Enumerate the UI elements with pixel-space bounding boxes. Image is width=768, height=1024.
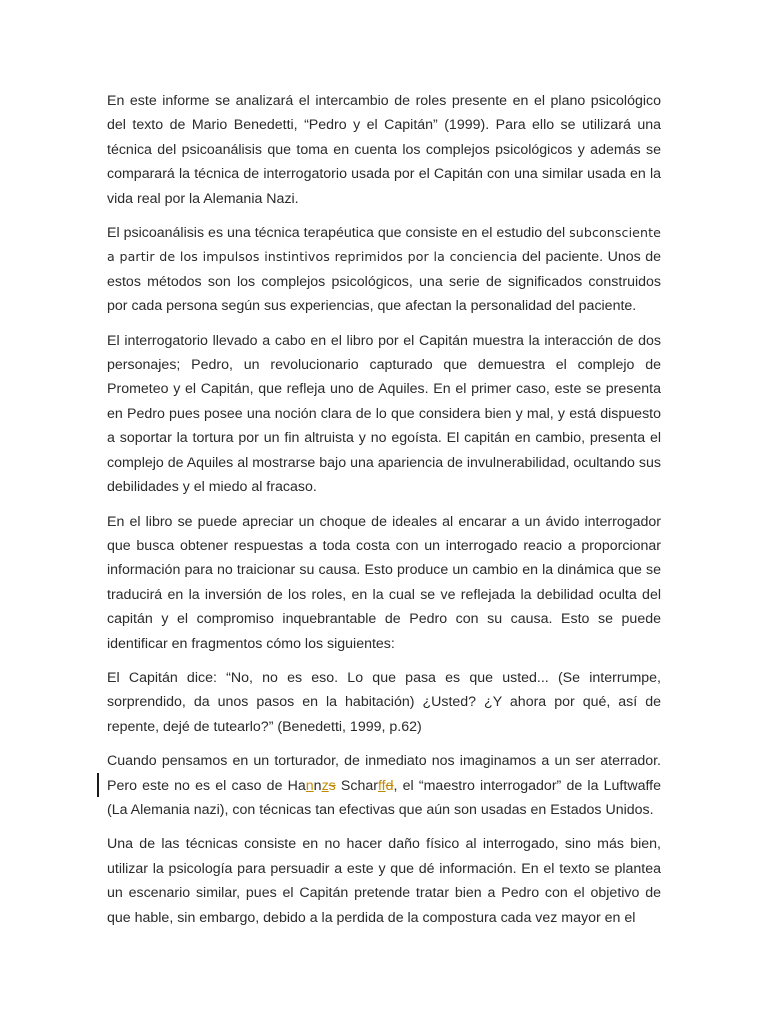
paragraph-6-part-b: n [313, 777, 322, 794]
paragraph-5-quote: El Capitán dice: “No, no es eso. Lo que pasa es que usted... (Se interrumpe, sorprendido, da unos pasos en la habitación) ¿Usted? ¿Y ahora por qué, así de repente, dejé de tutearlo?” (Benedetti, 1999, p.62) [107, 669, 661, 735]
paragraph-3: El interrogatorio llevado a cabo en el libro por el Capitán muestra la interacción de dos personajes; Pedro, un revolucionario capturado que demuestra el complejo de Prometeo y el Capitán, que refleja uno de Aquiles. En el primer caso, este se presenta en Pedro pues posee una noción clara de lo que considera bien y mal, y está dispuesto a soportar la tortura por un fin altruista y no egoísta. El capitán en cambio, presenta el complejo de Aquiles al mostrarse bajo una apariencia de invulnerabilidad, ocultando sus debilidades y el miedo al fracaso. [107, 332, 661, 496]
paragraph-2-part-b: subconsciente a partir de los impulsos instintivos reprimidos por la conciencia [107, 225, 661, 265]
tracked-deletion[interactable]: d [385, 777, 394, 794]
paragraph-4: En el libro se puede apreciar un choque de ideales al encarar a un ávido interrogador que busca obtener respuestas a toda costa con un interrogado reacio a proporcionar información para no traicionar su causa. Esto produce un cambio en la dinámica que se traducirá en la inversión de los roles, en la cual se ve reflejada la debilidad oculta del capitán y el compromiso inquebrantable de Pedro con su causa. Esto se puede identificar en fragmentos cómo los siguientes: [107, 513, 661, 652]
paragraph-6 [107, 749, 661, 822]
document-body[interactable] [107, 89, 661, 940]
paragraph-2-part-c: del paciente. Unos de estos métodos son los complejos psicológicos, una serie de significados construidos por cada persona según sus experiencias, que afectan la personalidad del paciente. [107, 249, 661, 315]
paragraph-6-part-c: Schar [335, 777, 378, 794]
tracked-insertion[interactable]: z [321, 777, 329, 794]
paragraph-7: Una de las técnicas consiste en no hacer daño físico al interrogado, sino más bien, utilizar la psicología para persuadir a este y que dé información. En el texto se plantea un escenario similar, pues el Capitán pretende tratar bien a Pedro con el objetivo de que hable, sin embargo, debido a la perdida de la compostura cada vez mayor en el [107, 836, 661, 926]
paragraph-2 [107, 221, 661, 319]
paragraph-6-part-d: , el “maestro interrogador” de la Luftwaffe (La Alemania nazi), con técnicas tan efectivas que aún son usadas en Estados Unidos. [107, 777, 661, 818]
tracked-deletion[interactable]: s [328, 777, 336, 794]
tracked-insertion[interactable]: n [305, 777, 314, 794]
paragraph-6-part-a: Cuando pensamos en un torturador, de inmediato nos imaginamos a un ser aterrador. Pero este no es el caso de Ha [107, 753, 661, 794]
paragraph-2-part-a: El psicoanálisis es una técnica terapéutica que consiste en el estudio del [107, 225, 570, 242]
paragraph-1: En este informe se analizará el intercambio de roles presente en el plano psicológico del texto de Mario Benedetti, “Pedro y el Capitán” (1999). Para ello se utilizará una técnica del psicoanálisis que toma en cuenta los complejos psicológicos y además se comparará la técnica de interrogatorio usada por el Capitán con una similar usada en la vida real por la Alemania Nazi. [107, 93, 661, 207]
text-cursor [97, 773, 99, 797]
tracked-insertion[interactable]: ff [378, 777, 386, 794]
